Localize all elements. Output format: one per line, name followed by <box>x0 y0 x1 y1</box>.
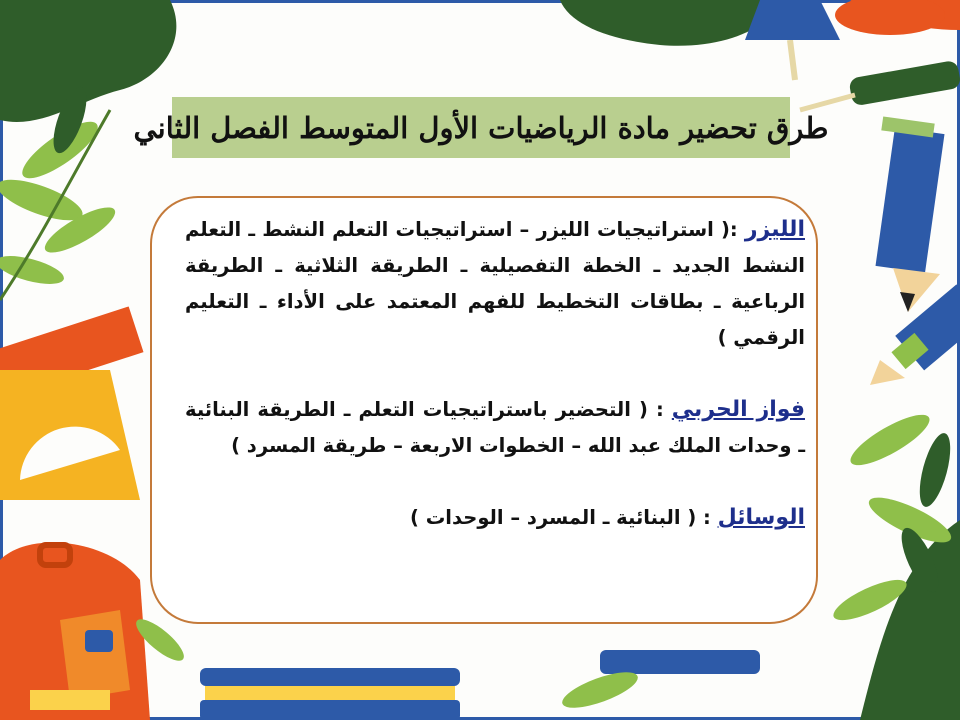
section-fawaz <box>185 392 805 464</box>
page-title: طرق تحضير مادة الرياضيات الأول المتوسط الفصل الثاني <box>133 110 829 145</box>
leaf-blob-top-left <box>0 0 176 122</box>
title-banner <box>133 97 829 158</box>
section-label: الليزر <box>744 217 805 242</box>
stylus <box>800 60 960 110</box>
protractor <box>0 370 140 500</box>
section-tools <box>185 500 805 536</box>
section-laser <box>185 212 805 356</box>
section-text: : ( البنائية ـ المسرد – الوحدات ) <box>410 506 718 529</box>
books <box>200 650 760 720</box>
section-label: الوسائل <box>717 505 805 530</box>
section-label: فواز الحربي <box>671 397 805 422</box>
section-text: : ( التحضير باستراتيجيات التعلم ـ الطريقة البنائية ـ وحدات الملك عبد الله – الخطوات الاربعة – طريقة المسرد ) <box>185 398 805 457</box>
section-text: :( استراتيجيات الليزر – استراتيجيات التعلم النشط ـ التعلم النشط الجديد ـ الخطة التفصيلية ـ الطريقة الثلاثية ـ الطريقة الرباعية ـ بطاقات التخطيط للفهم المعتمد على الأداء ـ التعليم الرقمي ) <box>185 218 805 349</box>
backpack <box>0 543 150 720</box>
content-text <box>185 212 805 572</box>
pencil-icon <box>876 116 945 312</box>
